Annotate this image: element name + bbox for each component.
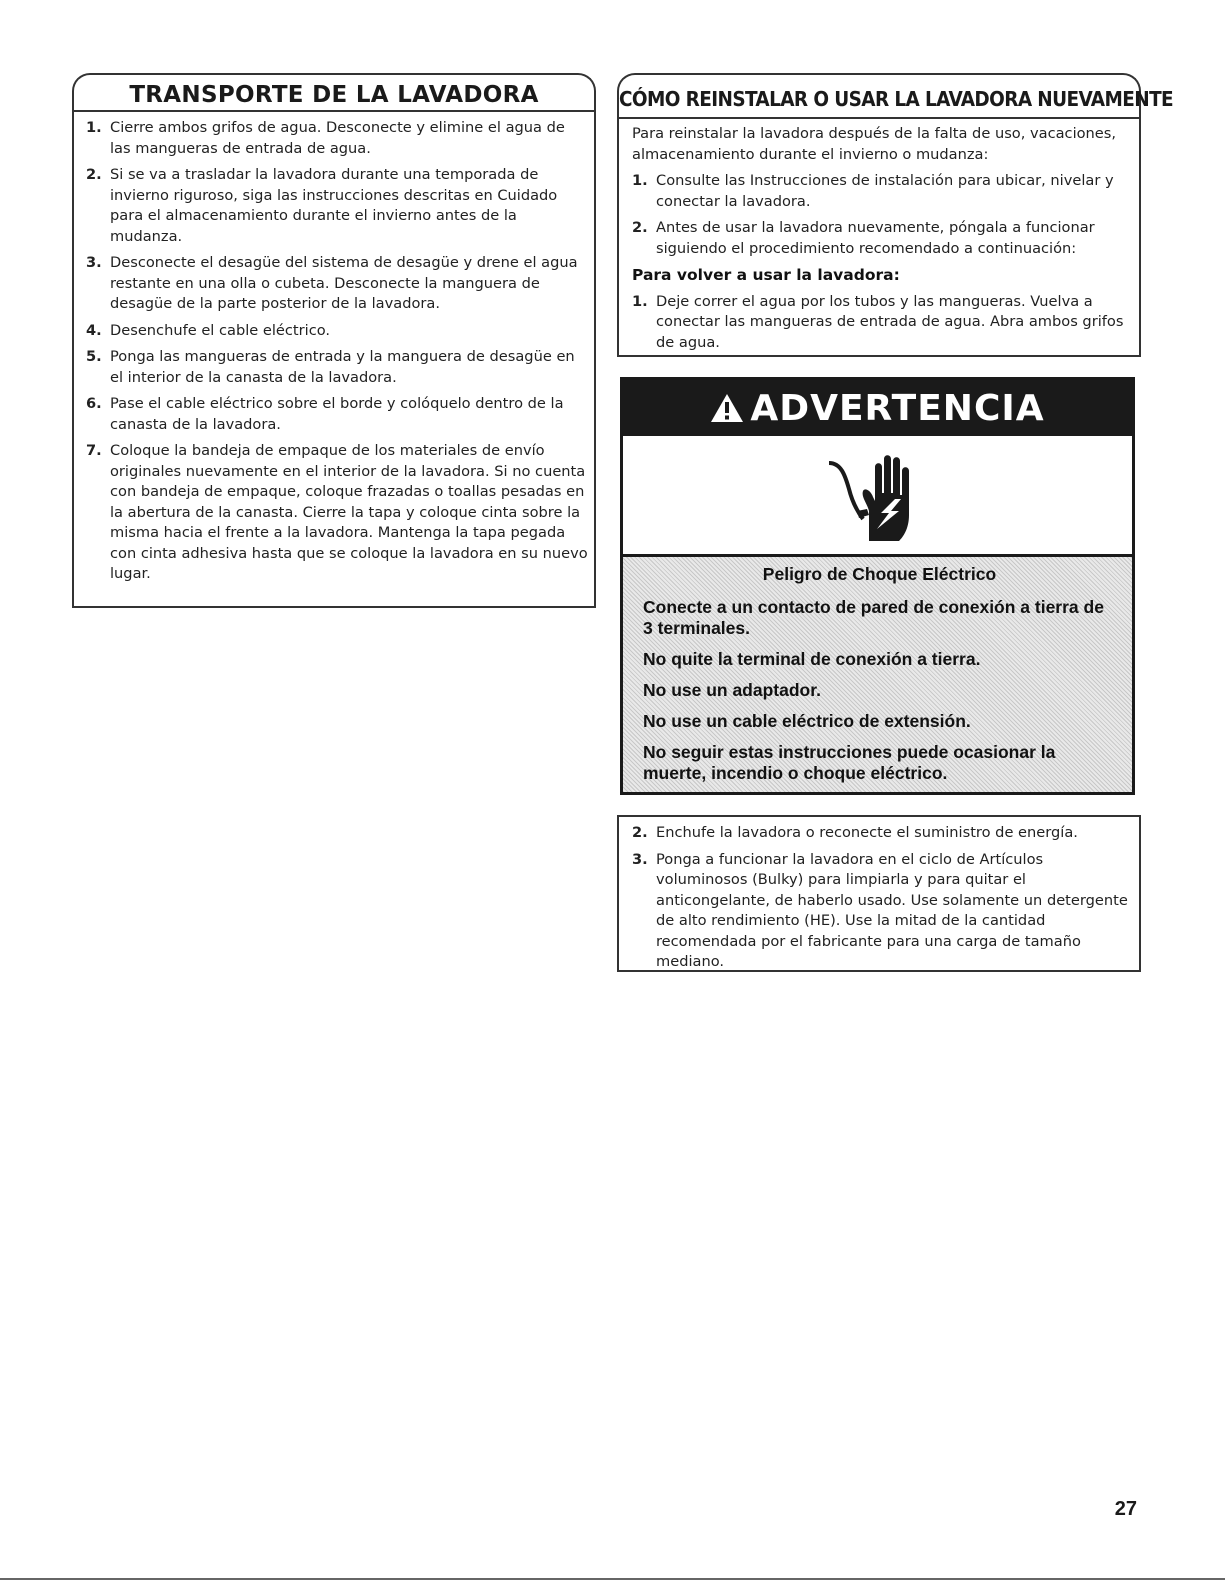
warning-line-2: No quite la terminal de conexión a tierra. xyxy=(643,649,981,669)
transporte-step-1: 1. Cierre ambos grifos de agua. Desconecte y elimine el agua de las mangueras de entrada de agua. xyxy=(86,119,565,157)
transporte-step-7: 7. Coloque la bandeja de empaque de los materiales de envío originales nuevamente en el interior de la lavadora. Si no cuenta con bandeja de empaque, coloque frazadas o toallas pesadas en la abertura de la canasta. Cierre la tapa y coloque cinta sobre la misma hacia el frente a la lavadora. Mantenga la tapa pegada con cinta adhesiva hasta que se coloque la lavadora en su nuevo lugar. xyxy=(86,442,588,582)
warning-triangle-icon xyxy=(710,393,744,423)
reinstalar-substep-1: 1. Deje correr el agua por los tubos y las mangueras. Vuelva a conectar las mangueras de entrada de agua. Abra ambos grifos de agua. xyxy=(632,292,1124,351)
warning-line-1: Conecte a un contacto de pared de conexión a tierra de 3 terminales. xyxy=(643,597,1104,638)
transporte-steps xyxy=(86,118,588,591)
reinstalar-continued-step-3: 3. Ponga a funcionar la lavadora en el ciclo de Artículos voluminosos (Bulky) para limpiarla y para quitar el anticongelante, de haberlo usado. Use solamente un detergente de alto rendimiento (HE). Use la mitad de la cantidad recomendada por el fabricante para una carga de tamaño mediano. xyxy=(632,850,1128,970)
warning-label: ADVERTENCIA xyxy=(750,387,1045,429)
page-bottom-rule xyxy=(0,1578,1225,1580)
reinstalar-continued-steps xyxy=(632,823,1132,979)
transporte-step-2: 2. Si se va a trasladar la lavadora durante una temporada de invierno riguroso, siga las instrucciones descritas en Cuidado para el almacenamiento durante el invierno antes de la mudanza. xyxy=(86,166,558,245)
warning-box xyxy=(620,377,1135,795)
transporte-step-5: 5. Ponga las mangueras de entrada y la manguera de desagüe en el interior de la canasta de la lavadora. xyxy=(86,348,575,386)
reinstalar-step-2: 2. Antes de usar la lavadora nuevamente, póngala a funcionar siguiendo el procedimiento recomendado a continuación: xyxy=(632,219,1095,257)
warning-banner xyxy=(623,380,1132,436)
reinstalar-title: CÓMO REINSTALAR O USAR LA LAVADORA NUEVAMENTE xyxy=(619,87,1174,111)
reinstalar-content xyxy=(632,124,1132,359)
transporte-title: TRANSPORTE DE LA LAVADORA xyxy=(129,82,539,108)
warning-title: Peligro de Choque Eléctrico xyxy=(762,564,997,584)
warning-line-4: No use un cable eléctrico de extensión. xyxy=(643,711,971,731)
reinstalar-title-frame xyxy=(617,73,1174,118)
transporte-step-4: 4. Desenchufe el cable eléctrico. xyxy=(86,321,331,339)
reinstalar-subheading: Para volver a usar la lavadora: xyxy=(632,266,900,284)
reinstalar-step-1: 1. Consulte las Instrucciones de instalación para ubicar, nivelar y conectar la lavadora. xyxy=(632,172,1114,210)
reinstalar-intro: Para reinstalar la lavadora después de la falta de uso, vacaciones, almacenamiento durante el invierno o mudanza: xyxy=(632,125,1117,163)
transporte-step-3: 3. Desconecte el desagüe del sistema de desagüe y drene el agua restante en una olla o cubeta. Desconecte la manguera de desagüe de la parte posterior de la lavadora. xyxy=(86,254,578,312)
transporte-title-frame xyxy=(72,73,596,111)
reinstalar-continued-step-2: 2. Enchufe la lavadora o reconecte el suministro de energía. xyxy=(632,824,1078,841)
warning-line-3: No use un adaptador. xyxy=(643,680,821,700)
page-number: 27 xyxy=(1114,1498,1137,1520)
warning-line-5: No seguir estas instrucciones puede ocasionar la muerte, incendio o choque eléctrico. xyxy=(643,742,1056,783)
warning-text xyxy=(643,564,1116,794)
warning-icon-area xyxy=(623,436,1132,557)
electric-shock-hand-icon xyxy=(823,445,933,545)
transporte-step-6: 6. Pase el cable eléctrico sobre el borde y colóquelo dentro de la canasta de la lavadora. xyxy=(86,395,564,433)
